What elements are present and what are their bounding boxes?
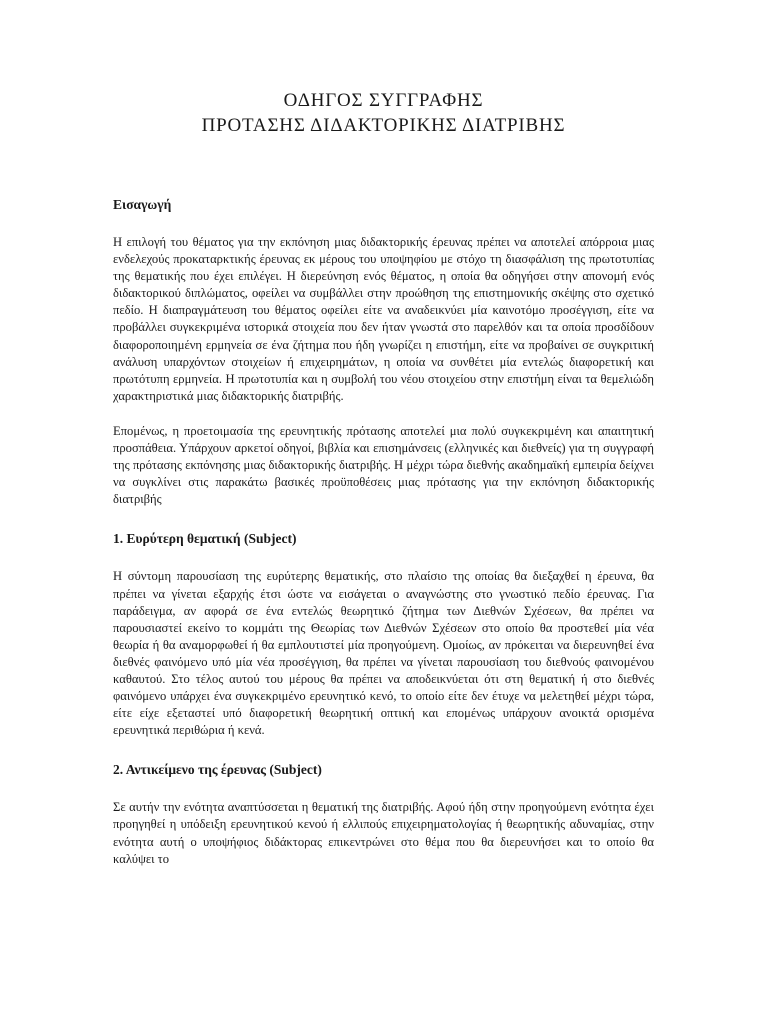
title-line-2: ΠΡΟΤΑΣΗΣ ΔΙΔΑΚΤΟΡΙΚΗΣ ΔΙΑΤΡΙΒΗΣ [201, 115, 566, 136]
paragraph: Σε αυτήν την ενότητα αναπτύσσεται η θεματική της διατριβής. Αφού ήδη στην προηγούμενη ενότητα έχει προηγηθεί η υπόδειξη ερευνητικού κενού ή ελλιπούς επιχειρηματολογίας ή θεωρητικής αδυναμίας, στην ενότητα αυτή ο υποψήφιος διδάκτορας επικεντρώνει στο θέμα που θα διερευνήσει και το οποίο θα καλύψει το [113, 800, 654, 866]
document-body [113, 88, 654, 868]
paragraph: Η επιλογή του θέματος για την εκπόνηση μιας διδακτορικής έρευνας πρέπει να αποτελεί απόρροια μιας ενδελεχούς προκαταρκτικής έρευνας εκ μέρους του υποψηφίου με στόχο τη διασφάλιση της πρωτοτυπίας της θεματικής που έχει επιλέγει. Η διερεύνηση ενός θέματος, η οποία θα οδηγήσει στην απονομή ενός διδακτορικού διπλώματος, οφείλει να συμβάλλει στην προώθηση της επιστημονικής σκέψης στο σχετικό πεδίο. Η διαπραγμάτευση του θέματος οφείλει είτε να αναδεικνύει μία καινοτόμο προσέγγιση, είτε να προβάλλει συγκεκριμένα ιστορικά στοιχεία που δεν ήταν γνωστά στο παρελθόν και τα οποία προσδίδουν διαφοροποιημένη ερμηνεία σε ένα ζήτημα που ήδη γνωρίζει η επιστήμη, είτε να προβαίνει σε συγκριτική ανάλυση υπαρχόντων στοιχείων ή επιχειρημάτων, η οποία να συνθέτει μία εντελώς διαφορετική και πρωτότυπη ερμηνεία. Η πρωτοτυπία και η συμβολή του νέου στοιχείου στην επιστήμη είναι τα θεμελιώδη χαρακτηριστικά μιας διδακτορικής διατριβής. [113, 235, 654, 403]
paragraph: Επομένως, η προετοιμασία της ερευνητικής πρότασης αποτελεί μια πολύ συγκεκριμένη και απαιτητική προσπάθεια. Υπάρχουν αρκετοί οδηγοί, βιβλία και επισημάνσεις (ελληνικές και διεθνείς) για τη συγγραφή της πρότασης εκπόνησης μιας διδακτορικής διατριβής. Η μέχρι τώρα διεθνής ακαδημαϊκή εμπειρία δείχνει να συγκλίνει στις παρακάτω βασικές προϋποθέσεις μιας πρότασης για την εκπόνηση διδακτορικής διατριβής [113, 423, 654, 507]
section-heading-broader-subject: 1. Ευρύτερη θεματική (Subject) [113, 531, 297, 547]
document-title [113, 88, 654, 138]
section-heading-research-object: 2. Αντικείμενο της έρευνας (Subject) [113, 762, 322, 778]
section-heading-introduction: Εισαγωγή [113, 197, 172, 212]
title-line-1: ΟΔΗΓΟΣ ΣΥΓΓΡΑΦΗΣ [283, 90, 484, 111]
paragraph: Η σύντομη παρουσίαση της ευρύτερης θεματικής, στο πλαίσιο της οποίας θα διεξαχθεί η έρευνα, θα πρέπει να γίνεται εξαρχής έτσι ώστε να εισάγεται ο αναγνώστης στο γνωστικό πεδίο έρευνας. Για παράδειγμα, αν αφορά σε ένα εντελώς θεωρητικό ζήτημα των Διεθνών Σχέσεων, θα πρέπει να παρουσιαστεί εκείνο το κομμάτι της Θεωρίας των Διεθνών Σχέσεων στο οποίο θα προστεθεί μία νέα θεωρία ή θα αναμορφωθεί ή θα εμπλουτιστεί μία προηγούμενη. Ομοίως, αν πρόκειται να διερευνηθεί ένα διεθνές φαινόμενο υπό μία νέα προσέγγιση, θα πρέπει να γίνεται παρουσίαση του διεθνούς φαινομένου καθαυτού. Στο τέλος αυτού του μέρους θα πρέπει να αποδεικνύεται ότι στη θεματική ή στο διεθνές φαινόμενο υπάρχει ένα συγκεκριμένο ερευνητικό κενό, το οποίο είτε δεν έτυχε να μελετηθεί μέχρι τώρα, είτε είχε εξεταστεί υπό διαφορετική θεωρητική οπτική και επομένως υπάρχουν ανοικτά ορισμένα ερευνητικά περιθώρια ή κενά. [113, 569, 654, 738]
